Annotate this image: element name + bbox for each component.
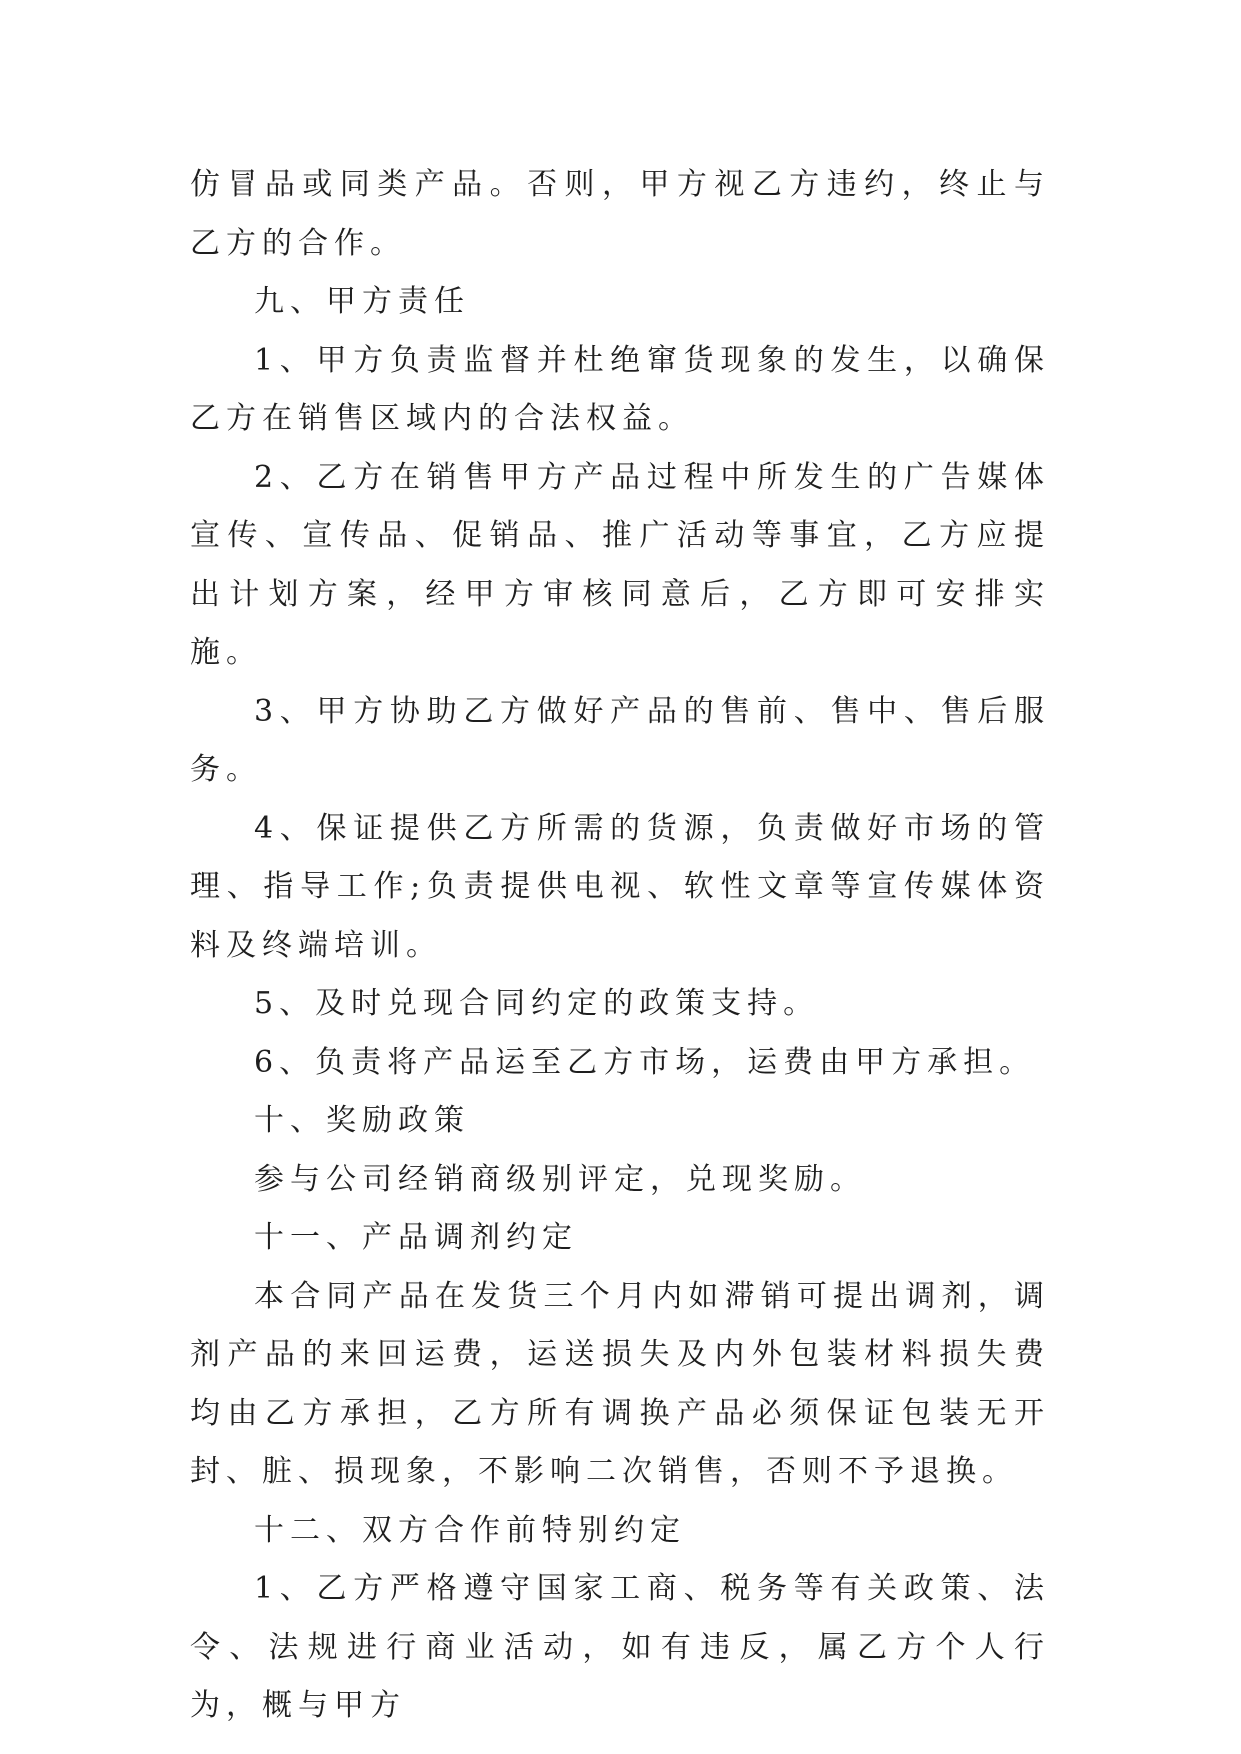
paragraph-9-4: 4、保证提供乙方所需的货源，负责做好市场的管理、指导工作;负责提供电视、软性文章等宣传媒体资料及终端培训。 [190, 810, 1050, 963]
paragraph-11: 本合同产品在发货三个月内如滞销可提出调剂，调剂产品的来回运费，运送损失及内外包装材料损失费均由乙方承担，乙方所有调换产品必须保证包装无开封、脏、损现象，不影响二次销售，否则不予退换。 [190, 1278, 1050, 1489]
section-heading-9: 九、甲方责任 [254, 284, 470, 319]
paragraph-9-3: 3、甲方协助乙方做好产品的售前、售中、售后服务。 [190, 693, 1050, 787]
paragraph-9-5: 5、及时兑现合同约定的政策支持。 [254, 986, 820, 1021]
paragraph-10: 参与公司经销商级别评定，兑现奖励。 [254, 1161, 866, 1197]
paragraph-12-1: 1、乙方严格遵守国家工商、税务等有关政策、法令、法规进行商业活动，如有违反，属乙方个人行为，概与甲方 [190, 1571, 1050, 1723]
section-heading-11: 十一、产品调剂约定 [254, 1220, 578, 1255]
paragraph-1: 仿冒品或同类产品。否则，甲方视乙方违约，终止与乙方的合作。 [190, 167, 1050, 261]
paragraph-9-2: 2、乙方在销售甲方产品过程中所发生的广告媒体宣传、宣传品、促销品、推广活动等事宜，乙方应提出计划方案，经甲方审核同意后，乙方即可安排实施。 [190, 459, 1050, 670]
section-heading-12: 十二、双方合作前特别约定 [254, 1512, 686, 1548]
document-body [190, 156, 1050, 1736]
section-heading-10: 十、奖励政策 [254, 1103, 470, 1138]
paragraph-9-1: 1、甲方负责监督并杜绝窜货现象的发生，以确保乙方在销售区域内的合法权益。 [190, 342, 1050, 436]
paragraph-9-6: 6、负责将产品运至乙方市场，运费由甲方承担。 [254, 1044, 1036, 1080]
